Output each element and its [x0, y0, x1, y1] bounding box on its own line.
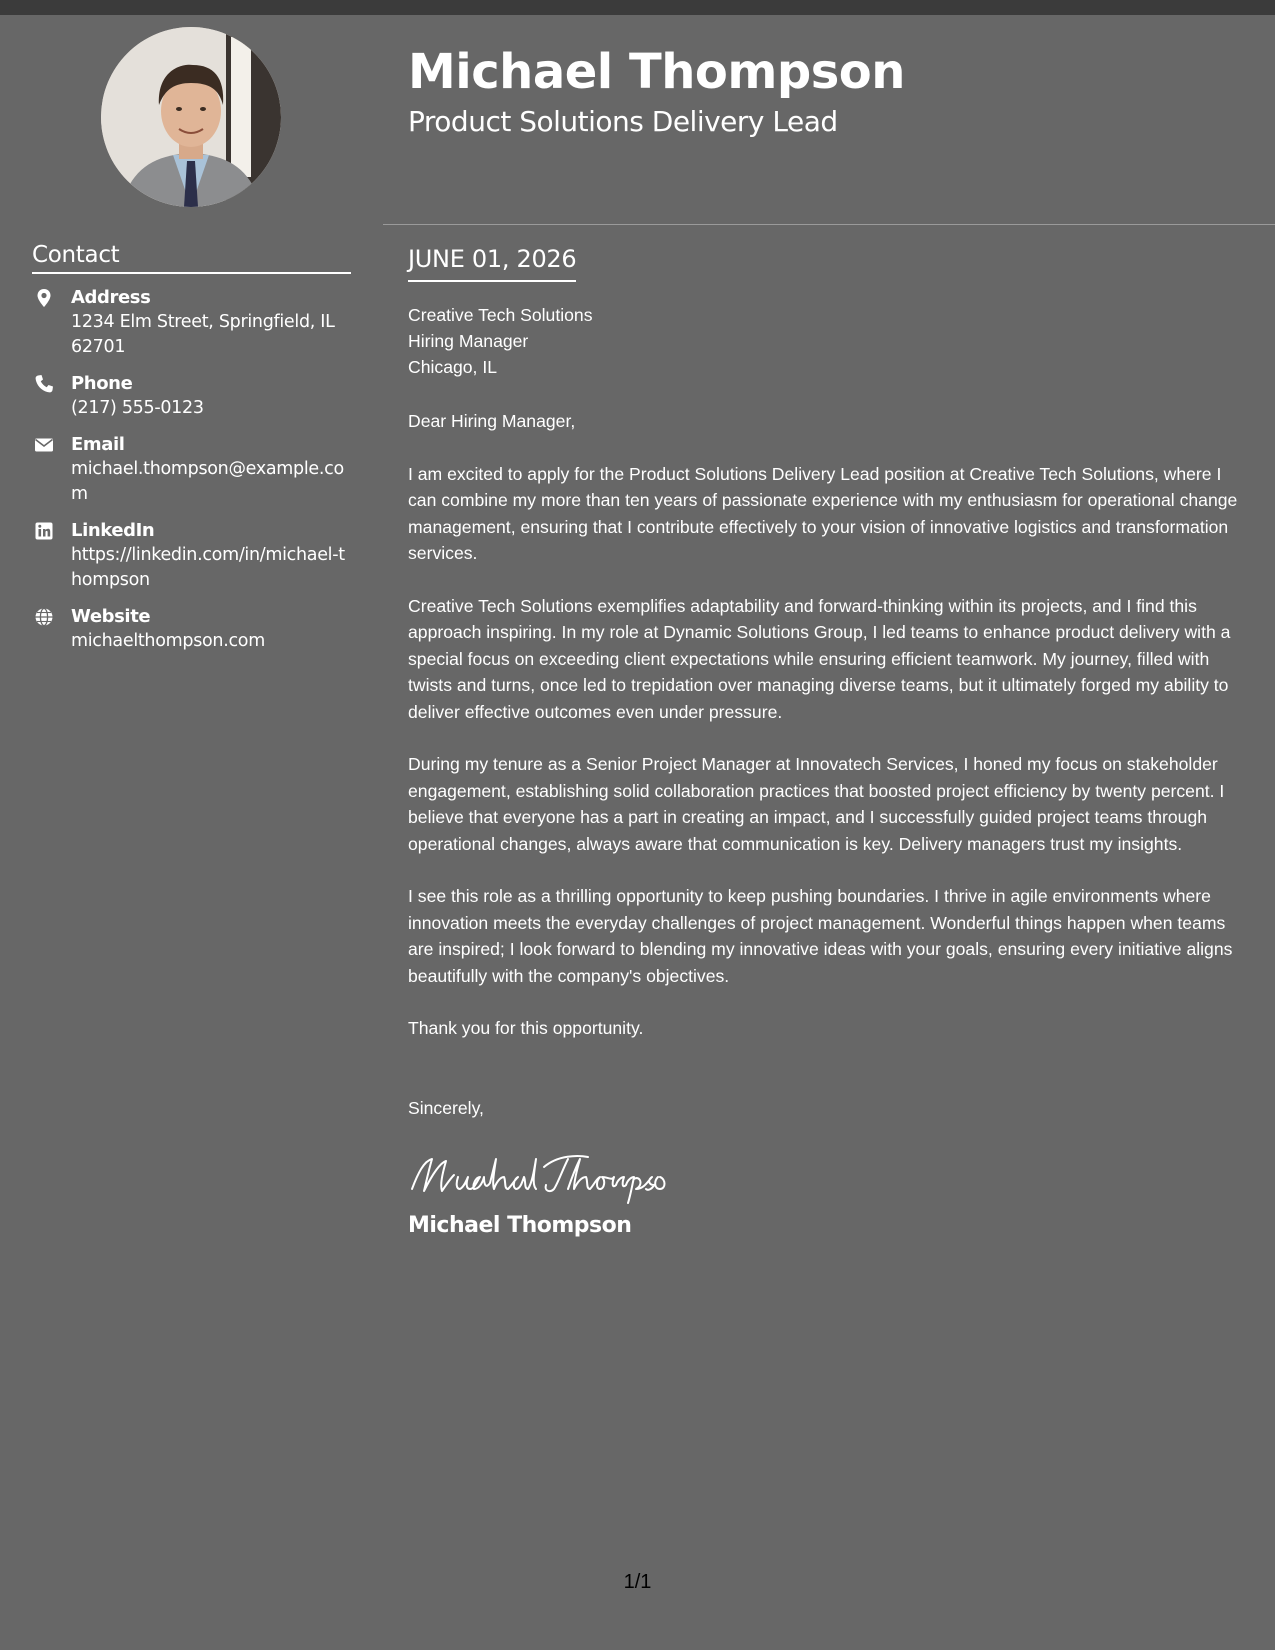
letter-body [408, 244, 1253, 1241]
profile-photo [101, 27, 281, 207]
top-bar [0, 0, 1275, 15]
paragraph-3: During my tenure as a Senior Project Manager at Innovatech Services, I honed my focus on stakeholder engagement, establishing solid collaboration practices that boosted project efficiency by twenty percent. I believe that everyone has a part in creating an impact, and I successfully guided project teams through operational changes, always aware that communication is key. Delivery managers trust my insights. [408, 754, 1225, 854]
paragraph-4: I see this role as a thrilling opportunity to keep pushing boundaries. I thrive in agile environments where innovation meets the everyday challenges of project management. Wonderful things happen when teams are inspired; I look forward to blending my innovative ideas with your goals, ensuring every initiative aligns beautifully with the company's objectives. [408, 886, 1233, 986]
contact-heading: Contact [32, 241, 351, 274]
phone-icon [34, 374, 54, 394]
recipient-company: Creative Tech Solutions [408, 305, 593, 325]
page-number: 1/1 [623, 1571, 652, 1593]
address-value: 1234 Elm Street, Springfield, IL 62701 [71, 312, 335, 357]
handwritten-signature [408, 1145, 1253, 1205]
linkedin-icon [34, 521, 54, 541]
recipient-role: Hiring Manager [408, 331, 529, 351]
paragraph-1: I am excited to apply for the Product Solutions Delivery Lead position at Creative Tech Solutions, where I can combine my more than ten years of passionate experience with my enthusiasm for operational change management, ensuring that I contribute effectively to your vision of innovative logistics and transformation services. [408, 463, 1238, 563]
linkedin-label: LinkedIn [71, 520, 155, 541]
email-value[interactable]: michael.thompson@example.com [71, 459, 344, 504]
recipient-location: Chicago, IL [408, 357, 497, 377]
salutation: Dear Hiring Manager, [408, 411, 576, 431]
contact-phone [32, 372, 352, 421]
letter-date: JUNE 01, 2026 [408, 244, 576, 282]
contact-email [32, 433, 352, 507]
signed-name: Michael Thompson [408, 1213, 632, 1238]
map-pin-icon [34, 288, 54, 308]
phone-value: (217) 555-0123 [71, 398, 204, 418]
contact-list [32, 286, 352, 666]
recipient-block [408, 302, 1253, 380]
contact-linkedin [32, 519, 352, 593]
email-label: Email [71, 434, 125, 455]
applicant-name: Michael Thompson [408, 44, 905, 100]
website-value[interactable]: michaelthompson.com [71, 631, 265, 651]
job-title: Product Solutions Delivery Lead [408, 105, 838, 138]
paragraph-2: Creative Tech Solutions exemplifies adaptability and forward-thinking within its projects, and I find this approach inspiring. In my role at Dynamic Solutions Group, I led teams to enhance product delivery with a special focus on exceeding client expectations while ensuring efficient teamwork. My journey, filled with twists and turns, once led to trepidation over managing diverse teams, but it ultimately forged my ability to deliver effective outcomes even under pressure. [408, 595, 1231, 722]
globe-icon [34, 607, 54, 627]
website-label: Website [71, 606, 151, 627]
header-divider [383, 224, 1275, 225]
contact-address [32, 286, 352, 360]
closing-line: Thank you for this opportunity. [408, 1018, 644, 1038]
phone-label: Phone [71, 373, 133, 394]
signoff: Sincerely, [408, 1097, 484, 1118]
envelope-icon [34, 435, 54, 455]
contact-website [32, 605, 352, 654]
linkedin-value[interactable]: https://linkedin.com/in/michael-thompson [71, 545, 345, 590]
address-label: Address [71, 287, 151, 308]
